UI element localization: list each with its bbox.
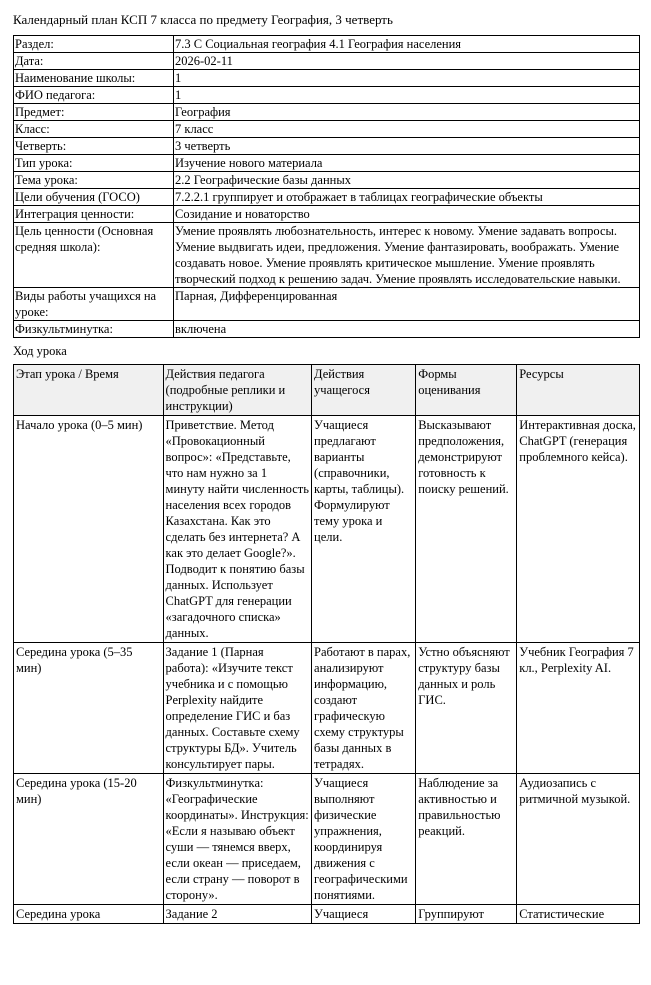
- lesson-cell-student: Учащиеся выполняют физические упражнения, координируя движения с географическими понятиями.: [312, 774, 416, 905]
- meta-label: Дата:: [14, 53, 174, 70]
- meta-row: [14, 121, 640, 138]
- meta-value: Парная, Дифференцированная: [174, 288, 640, 321]
- meta-row: [14, 321, 640, 338]
- lesson-cell-teacher: Физкультминутка: «Географические координаты». Инструкция: «Если я называю объект суши — тянемся вверх, если океан — приседаем, если страну — поворот в сторону».: [163, 774, 312, 905]
- meta-row: [14, 104, 640, 121]
- lesson-column-header: Действия педагога (подробные реплики и инструкции): [163, 365, 312, 416]
- lesson-cell-stage: Середина урока: [14, 905, 164, 924]
- lesson-cell-stage: Середина урока (5–35 мин): [14, 643, 164, 774]
- meta-value: 2.2 Географические базы данных: [174, 172, 640, 189]
- lesson-cell-teacher: Приветствие. Метод «Провокационный вопрос»: «Представьте, что нам нужно за 1 минуту найти численность населения всех городов Казахстана. Как это сделать без интернета? А как это делает Google?». Подводит к понятию базы данных. Использует ChatGPT для генерации «загадочного списка» данных.: [163, 416, 312, 643]
- document-title: Календарный план КСП 7 класса по предмету География, 3 четверть: [13, 12, 393, 27]
- meta-label: Наименование школы:: [14, 70, 174, 87]
- lesson-meta-table: [13, 35, 640, 338]
- meta-row: [14, 36, 640, 53]
- meta-label: Тип урока:: [14, 155, 174, 172]
- meta-label: Цель ценности (Основная средняя школа):: [14, 223, 174, 288]
- lesson-progress-table: [13, 364, 640, 924]
- meta-value: 7.3 С Социальная география 4.1 География населения: [174, 36, 640, 53]
- meta-row: [14, 53, 640, 70]
- lesson-cell-resources: Аудиозапись с ритмичной музыкой.: [517, 774, 640, 905]
- lesson-cell-resources: Статистические: [517, 905, 640, 924]
- meta-value: включена: [174, 321, 640, 338]
- meta-row: [14, 223, 640, 288]
- meta-row: [14, 70, 640, 87]
- lesson-row: [14, 416, 640, 643]
- meta-value: Изучение нового материала: [174, 155, 640, 172]
- meta-label: Предмет:: [14, 104, 174, 121]
- meta-row: [14, 138, 640, 155]
- lesson-cell-resources: Учебник География 7 кл., Perplexity AI.: [517, 643, 640, 774]
- lesson-row: [14, 905, 640, 924]
- meta-label: Интеграция ценности:: [14, 206, 174, 223]
- meta-label: Тема урока:: [14, 172, 174, 189]
- meta-row: [14, 87, 640, 104]
- meta-row: [14, 155, 640, 172]
- meta-value: География: [174, 104, 640, 121]
- meta-value: Умение проявлять любознательность, интерес к новому. Умение задавать вопросы. Умение выдвигать идеи, предложения. Умение фантазировать, воображать. Умение создавать новое. Умение проявлять критическое мышление. Умение проявлять творческий подход к решению задач. Умение проявлять исследовательские навыки.: [174, 223, 640, 288]
- lesson-cell-resources: Интерактивная доска, ChatGPT (генерация проблемного кейса).: [517, 416, 640, 643]
- lesson-column-header: Формы оценивания: [416, 365, 517, 416]
- lesson-column-header: Этап урока / Время: [14, 365, 164, 416]
- meta-value: 1: [174, 87, 640, 104]
- lesson-cell-stage: Начало урока (0–5 мин): [14, 416, 164, 643]
- lesson-row: [14, 643, 640, 774]
- meta-value: Созидание и новаторство: [174, 206, 640, 223]
- lesson-cell-assessment: Наблюдение за активностью и правильностью реакций.: [416, 774, 517, 905]
- lesson-cell-stage: Середина урока (15-20 мин): [14, 774, 164, 905]
- meta-label: Виды работы учащихся на уроке:: [14, 288, 174, 321]
- meta-value: 7.2.2.1 группирует и отображает в таблицах географические объекты: [174, 189, 640, 206]
- meta-value: 7 класс: [174, 121, 640, 138]
- meta-value: 2026-02-11: [174, 53, 640, 70]
- lesson-cell-teacher: Задание 2: [163, 905, 312, 924]
- lesson-cell-assessment: Устно объясняют структуру базы данных и роль ГИС.: [416, 643, 517, 774]
- lesson-cell-student: Учащиеся предлагают варианты (справочники, карты, таблицы). Формулируют тему урока и цели.: [312, 416, 416, 643]
- meta-row: [14, 189, 640, 206]
- meta-value: 3 четверть: [174, 138, 640, 155]
- meta-label: ФИО педагога:: [14, 87, 174, 104]
- lesson-column-header: Ресурсы: [517, 365, 640, 416]
- lesson-cell-student: Работают в парах, анализируют информацию, создают графическую схему структуры базы данных в тетрадях.: [312, 643, 416, 774]
- lesson-cell-teacher: Задание 1 (Парная работа): «Изучите текст учебника и с помощью Perplexity найдите определение ГИС и баз данных. Составьте схему структуры БД». Учитель консультирует пары.: [163, 643, 312, 774]
- meta-label: Четверть:: [14, 138, 174, 155]
- lesson-cell-assessment: Группируют: [416, 905, 517, 924]
- lesson-row: [14, 774, 640, 905]
- lesson-column-header: Действия учащегося: [312, 365, 416, 416]
- meta-row: [14, 206, 640, 223]
- meta-value: 1: [174, 70, 640, 87]
- meta-label: Раздел:: [14, 36, 174, 53]
- lesson-cell-student: Учащиеся: [312, 905, 416, 924]
- meta-row: [14, 172, 640, 189]
- meta-label: Цели обучения (ГОСО): [14, 189, 174, 206]
- lesson-progress-title: Ход урока: [13, 344, 67, 358]
- meta-label: Класс:: [14, 121, 174, 138]
- meta-label: Физкультминутка:: [14, 321, 174, 338]
- lesson-cell-assessment: Высказывают предположения, демонстрируют готовность к поиску решений.: [416, 416, 517, 643]
- meta-row: [14, 288, 640, 321]
